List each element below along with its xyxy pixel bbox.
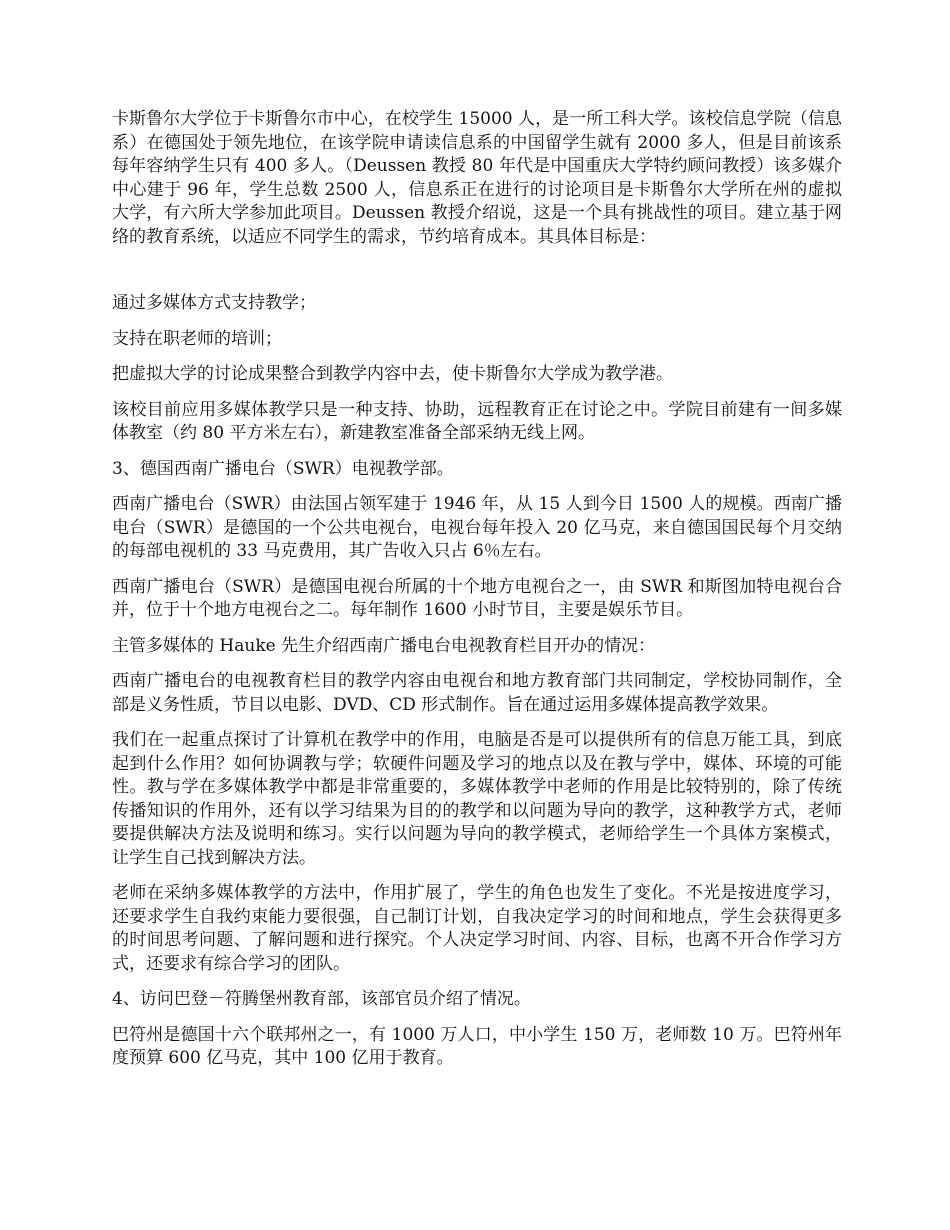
paragraph-computer-role: 我们在一起重点探讨了计算机在教学中的作用，电脑是否是可以提供所有的信息万能工具，到底起到什么作用？如何协调教与学；软硬件问题及学习的地点以及在教与学中，媒体、环境的可能性。教与学在多媒体教学中都是非常重要的，多媒体教学中老师的作用是比较特别的，除了传统传播知识的作用外，还有以学习结果为目的的教学和以问题为导向的教学，这种教学方式，老师要提供解决方法及说明和练习。实行以问题为导向的教学模式，老师给学生一个具体方案模式，让学生自己找到解决方法。: [112, 730, 842, 868]
paragraph-intro: 卡斯鲁尔大学位于卡斯鲁尔市中心，在校学生 15000 人，是一所工科大学。该校信息学院（信息系）在德国处于领先地位，在该学院申请读信息系的中国留学生就有 2000 多人，但是目前该系每年容纳学生只有 400 多人。（Deussen 教授 80 年代是中国重庆大学特约顾问教授）该多媒介中心建于 96 年，学生总数 2500 人，信息系正在进行的讨论项目是卡斯鲁尔大学所在州的虚拟大学，有六所大学参加此项目。Deussen 教授介绍说，这是一个具有挑战性的项目。建立基于网络的教育系统，以适应不同学生的需求，节约培育成本。其具体目标是：: [112, 109, 842, 247]
goal-item-3: 把虚拟大学的讨论成果整合到教学内容中去，使卡斯鲁尔大学成为教学港。: [112, 364, 673, 384]
paragraph-swr-merger: 西南广播电台（SWR）是德国电视台所属的十个地方电视台之一，由 SWR 和斯图加特电视台合并，位于十个地方电视台之二。每年制作 1600 小时节目，主要是娱乐节目。: [112, 576, 842, 620]
section-heading-bw-ministry: 4、访问巴登－符腾堡州教育部，该部官员介绍了情况。: [112, 989, 531, 1009]
paragraph-swr-education: 西南广播电台的电视教育栏目的教学内容由电视台和地方教育部门共同制定，学校协同制作，全部是义务性质，节目以电影、DVD、CD 形式制作。旨在通过运用多媒体提高教学效果。: [112, 671, 842, 715]
section-heading-swr: 3、德国西南广播电台（SWR）电视教学部。: [112, 458, 454, 479]
paragraph-swr-history: 西南广播电台（SWR）由法国占领军建于 1946 年，从 15 人到今日 1500 人的规模。西南广播电台（SWR）是德国的一个公共电视台，电视台每年投入 20 亿马克，来自德国国民每个月交纳的每部电视机的 33 马克费用，其广告收入只占 6％左右。: [112, 494, 842, 561]
goal-item-2: 支持在职老师的培训；: [112, 328, 282, 349]
paragraph-teacher-role: 老师在采纳多媒体教学的方法中，作用扩展了，学生的角色也发生了变化。不光是按进度学习，还要求学生自我约束能力要很强，自己制订计划，自我决定学习的时间和地点，学生会获得更多的时间思考问题、了解问题和进行探究。个人决定学习时间、内容、目标，也离不开合作学习方式，还要求有综合学习的团队。: [112, 883, 842, 974]
paragraph-multimedia-status: 该校目前应用多媒体教学只是一种支持、协助，远程教育正在讨论之中。学院目前建有一间多媒体教室（约 80 平方米左右），新建教室准备全部采纳无线上网。: [112, 399, 842, 443]
paragraph-spacer: [112, 261, 842, 292]
paragraph-bw-budget: 巴符州是德国十六个联邦州之一，有 1000 万人口，中小学生 150 万，老师数 10 万。巴符州年度预算 600 亿马克，其中 100 亿用于教育。: [112, 1024, 842, 1068]
goal-item-1: 通过多媒体方式支持教学；: [112, 293, 316, 313]
document-body: [112, 108, 842, 1083]
paragraph-hauke-intro: 主管多媒体的 Hauke 先生介绍西南广播电台电视教育栏目开办的情况：: [112, 635, 656, 656]
